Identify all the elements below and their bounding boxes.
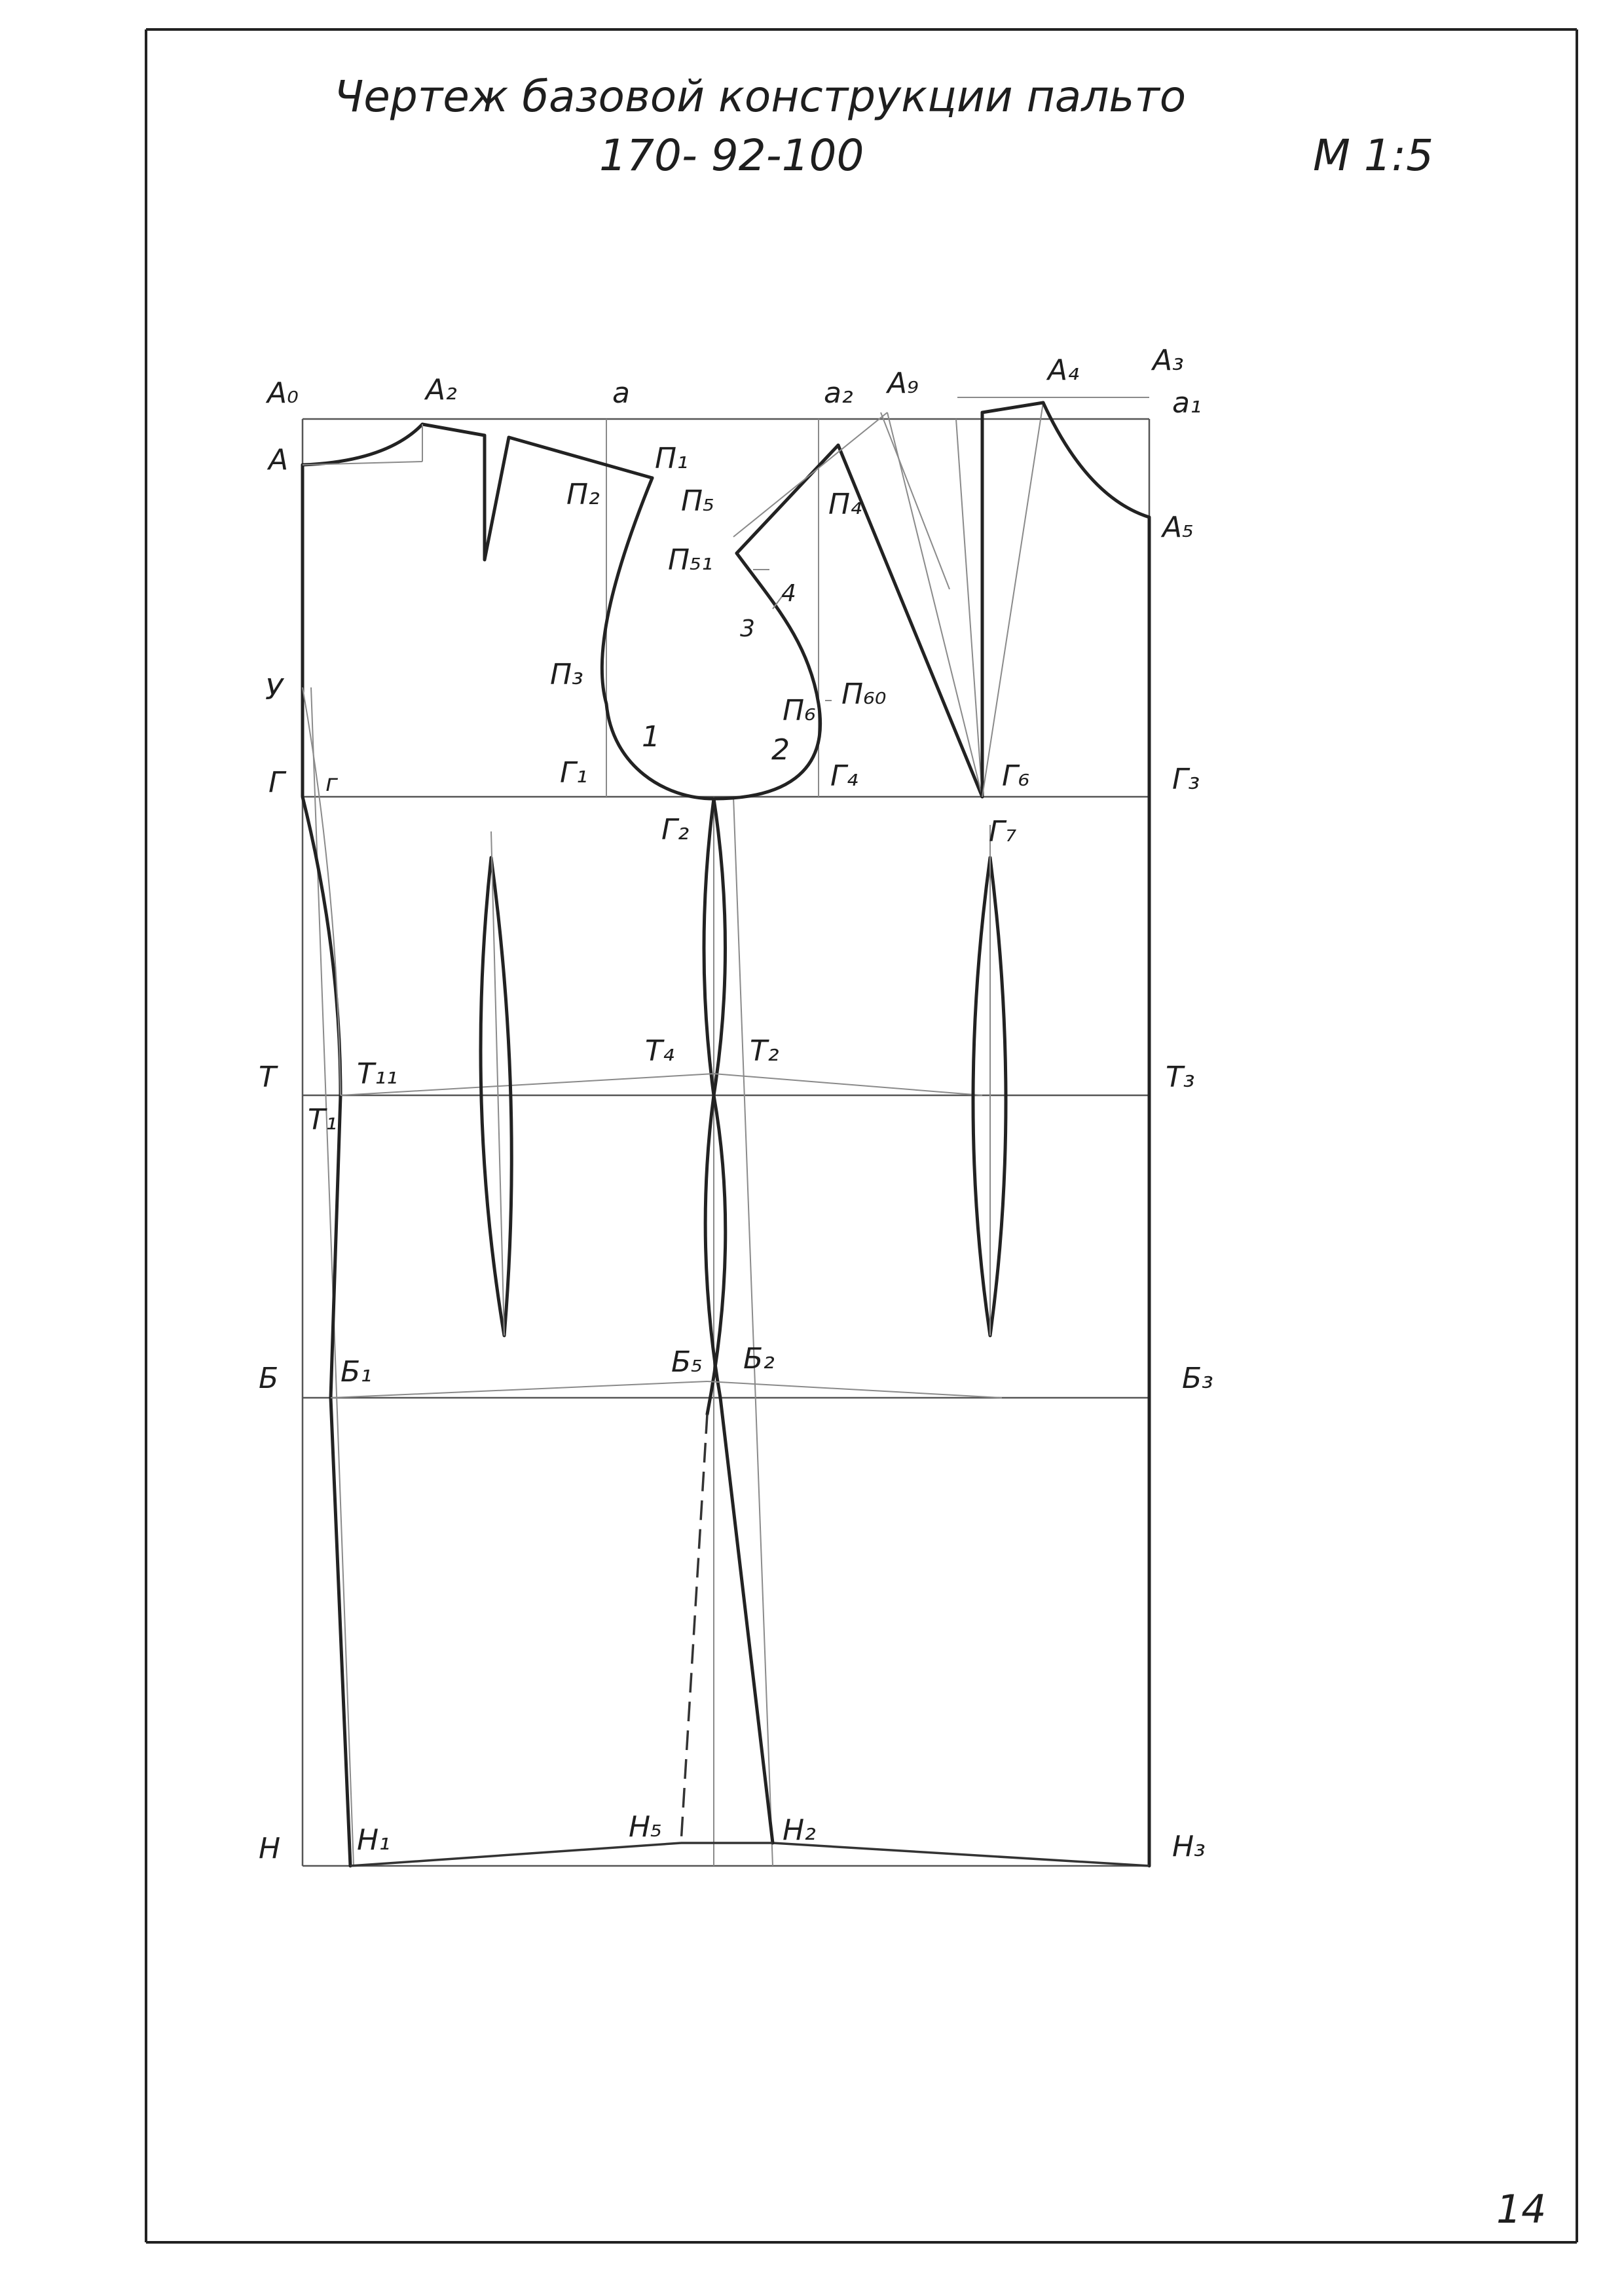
label-G2: Г₂ bbox=[661, 813, 690, 847]
label-G3: Г₃ bbox=[1172, 763, 1200, 796]
label-1: 1 bbox=[642, 720, 660, 754]
label-a: а bbox=[612, 376, 630, 410]
label-G: Г bbox=[268, 766, 285, 799]
drawing-title: Чертеж базовой конструкции пальто bbox=[334, 71, 1187, 122]
label-T: Т bbox=[259, 1061, 276, 1094]
label-B1: Б₁ bbox=[341, 1355, 372, 1389]
label-P6: П₆ bbox=[783, 694, 816, 727]
label-P60: П₆₀ bbox=[841, 678, 887, 711]
size-designation: 170- 92-100 bbox=[599, 130, 864, 181]
label-H2: Н₂ bbox=[783, 1813, 816, 1847]
page-number: 14 bbox=[1496, 2187, 1547, 2232]
label-T1: Т₁ bbox=[308, 1103, 337, 1137]
label-P1: П₁ bbox=[655, 442, 688, 475]
label-4: 4 bbox=[781, 580, 796, 607]
label-3: 3 bbox=[740, 615, 755, 642]
construction-grid bbox=[303, 397, 1149, 1866]
back-outline bbox=[303, 424, 714, 1866]
label-2: 2 bbox=[771, 733, 790, 767]
label-T4: Т₄ bbox=[645, 1034, 674, 1068]
label-a1: а₁ bbox=[1172, 386, 1202, 420]
label-H: Н bbox=[259, 1832, 281, 1865]
label-P5: П₅ bbox=[681, 484, 714, 518]
side-seam bbox=[331, 799, 1002, 1843]
front-outline bbox=[714, 403, 1149, 1866]
label-A: А bbox=[268, 443, 289, 477]
label-B2: Б₂ bbox=[743, 1342, 775, 1376]
label-G7: Г₇ bbox=[989, 815, 1017, 848]
page-frame bbox=[146, 29, 1577, 2242]
label-B5: Б₅ bbox=[671, 1345, 703, 1379]
label-A2: А₂ bbox=[426, 373, 457, 407]
label-B: Б bbox=[259, 1362, 279, 1395]
drawing-scale: М 1:5 bbox=[1313, 130, 1434, 181]
label-U: У bbox=[265, 673, 283, 706]
label-H3: Н₃ bbox=[1172, 1830, 1206, 1863]
label-a2: а₂ bbox=[824, 376, 853, 410]
label-A9: А₉ bbox=[887, 367, 919, 400]
label-A4: А₄ bbox=[1048, 354, 1079, 387]
label-g: г bbox=[325, 770, 338, 797]
label-A3: А₃ bbox=[1153, 344, 1184, 377]
label-H5: Н₅ bbox=[629, 1810, 662, 1844]
label-G4: Г₄ bbox=[830, 759, 858, 793]
point-labels bbox=[259, 344, 1213, 1865]
label-P2: П₂ bbox=[566, 478, 600, 511]
label-B3: Б₃ bbox=[1182, 1362, 1213, 1395]
label-P4: П₄ bbox=[828, 488, 862, 521]
label-P51: П₅₁ bbox=[668, 543, 713, 577]
label-G6: Г₆ bbox=[1002, 759, 1030, 793]
label-G1: Г₁ bbox=[560, 756, 588, 790]
label-T11: Т₁₁ bbox=[357, 1057, 398, 1091]
label-T3: Т₃ bbox=[1166, 1061, 1195, 1094]
label-T2: Т₂ bbox=[750, 1034, 779, 1068]
label-H1: Н₁ bbox=[357, 1823, 390, 1857]
label-A0: А₀ bbox=[267, 376, 299, 410]
label-A5: А₅ bbox=[1162, 511, 1194, 544]
label-P3: П₃ bbox=[550, 658, 583, 691]
